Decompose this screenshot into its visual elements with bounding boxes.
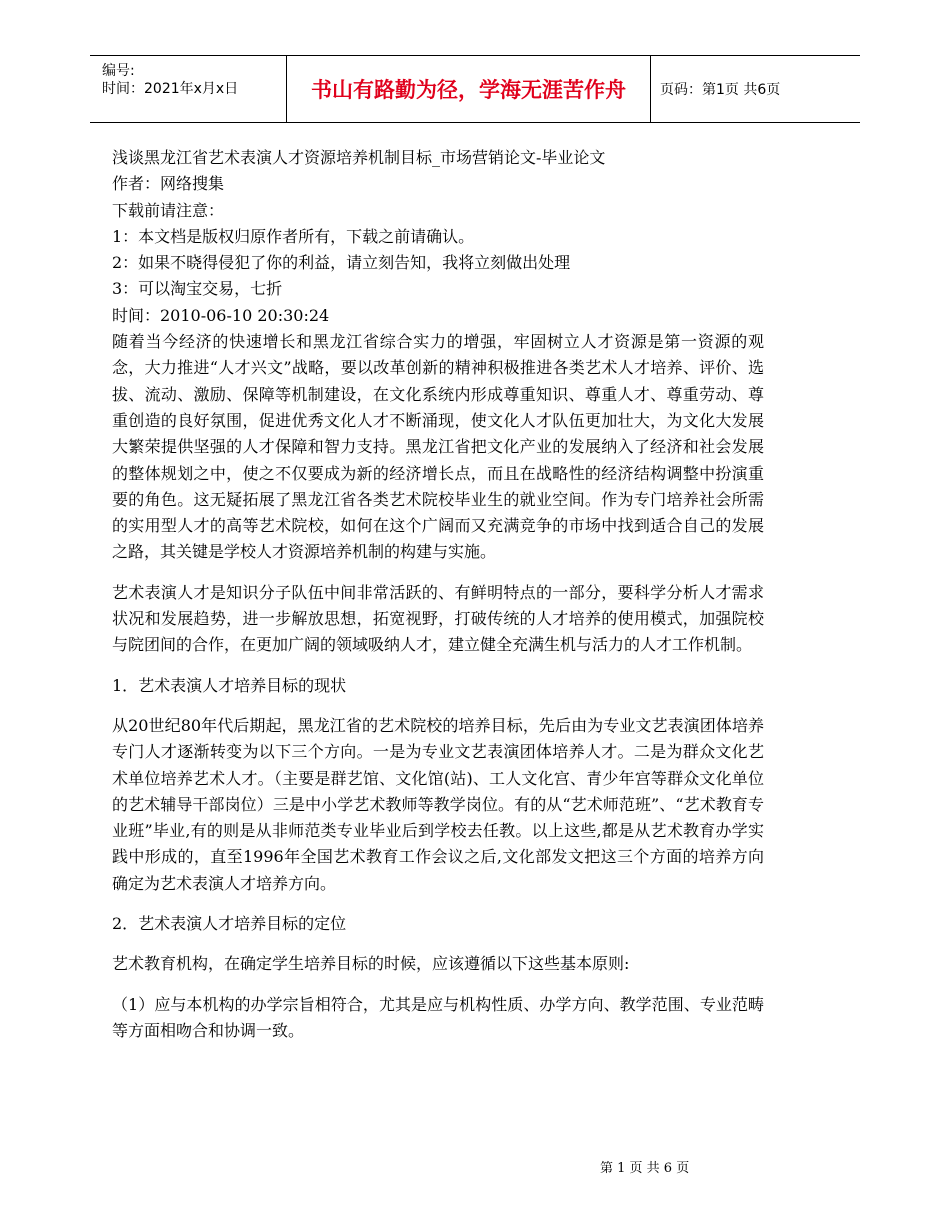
notice-item: 3：可以淘宝交易，七折	[112, 279, 283, 299]
document-body	[112, 145, 764, 1044]
paragraph: （1）应与本机构的办学宗旨相符合，尤其是应与机构性质、办学方向、教学范围、专业范畴等方面相吻合和协调一致。	[112, 994, 764, 1040]
section-heading: 1．艺术表演人才培养目标的现状	[112, 675, 347, 695]
header-page-info: 页码：第1页 共6页	[660, 82, 781, 98]
document-header	[90, 55, 860, 123]
article-author: 作者：网络搜集	[112, 174, 225, 194]
article-title: 浅谈黑龙江省艺术表演人才资源培养机制目标_市场营销论文-毕业论文	[112, 148, 606, 167]
paragraph: 从20世纪80年代后期起，黑龙江省的艺术院校的培养目标，先后由为专业文艺表演团体培养专门人才逐渐转变为以下三个方向。一是为专业文艺表演团体培养人才。二是为群众文化艺术单位培养艺术人才。（主要是群艺馆、文化馆(站)、工人文化宫、青少年宫等群众文化单位的艺术辅导干部岗位）三是中小学艺术教师等教学岗位。有的从“艺术师范班”、“艺术教育专业班”毕业,有的则是从非师范类专业毕业后到学校去任教。以上这些,都是从艺术教育办学实践中形成的，直至1996年全国艺术教育工作会议之后,文化部发文把这三个方面的培养方向确定为艺术表演人才培养方向。	[112, 715, 764, 893]
header-motto: 书山有路勤为径，学海无涯苦作舟	[286, 56, 651, 122]
page-footer: 第 1 页 共 6 页	[600, 1161, 690, 1176]
notice-item: 2：如果不晓得侵犯了你的利益，请立刻告知，我将立刻做出处理	[112, 253, 571, 273]
header-number-label: 编号:	[102, 63, 135, 79]
paragraph: 艺术教育机构，在确定学生培养目标的时候，应该遵循以下这些基本原则:	[112, 954, 630, 974]
notice-heading: 下载前请注意：	[112, 200, 225, 220]
notice-item: 1：本文档是版权归原作者所有，下载之前请确认。	[112, 226, 475, 246]
paragraph: 随着当今经济的快速增长和黑龙江省综合实力的增强，牢固树立人才资源是第一资源的观念，大力推进“人才兴文”战略，要以改革创新的精神积极推进各类艺术人才培养、评价、选拔、流动、激励、保障等机制建设，在文化系统内形成尊重知识、尊重人才、尊重劳动、尊重创造的良好氛围，促进优秀文化人才不断涌现，使文化人才队伍更加壮大，为文化大发展大繁荣提供坚强的人才保障和智力支持。黑龙江省把文化产业的发展纳入了经济和社会发展的整体规划之中，使之不仅要成为新的经济增长点，而且在战略性的经济结构调整中扮演重要的角色。这无疑拓展了黑龙江省各类艺术院校毕业生的就业空间。作为专门培养社会所需的实用型人才的高等艺术院校，如何在这个广阔而又充满竞争的市场中找到适合自己的发展之路，其关键是学校人才资源培养机制的构建与实施。	[112, 332, 764, 562]
header-left-cell	[90, 56, 286, 122]
paragraph: 艺术表演人才是知识分子队伍中间非常活跃的、有鲜明特点的一部分，要科学分析人才需求状况和发展趋势，进一步解放思想，拓宽视野，打破传统的人才培养的使用模式，加强院校与院团间的合作，在更加广阔的领域吸纳人才，建立健全充满生机与活力的人才工作机制。	[112, 582, 764, 655]
section-heading: 2．艺术表演人才培养目标的定位	[112, 914, 347, 934]
article-timestamp: 时间：2010-06-10 20:30:24	[112, 305, 330, 325]
header-time-label: 时间：2021年x月x日	[102, 81, 239, 97]
